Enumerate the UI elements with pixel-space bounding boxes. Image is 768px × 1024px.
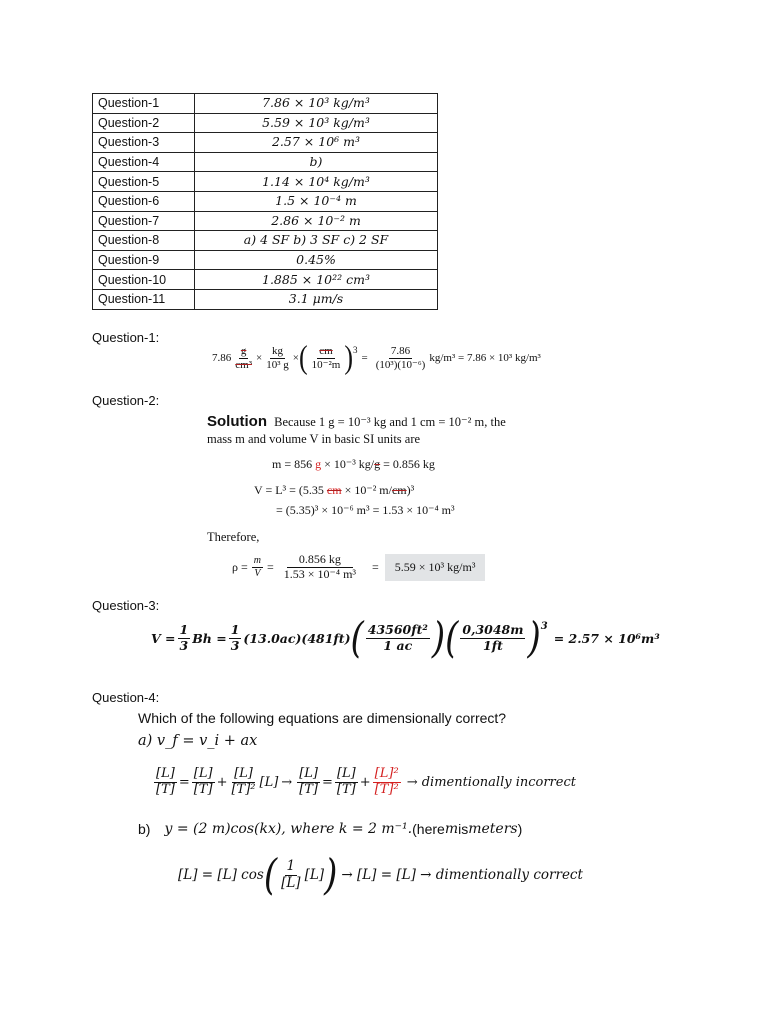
question-label: Question-7 [93, 211, 195, 231]
q2-rho: ρ = [232, 559, 248, 574]
question-label: Question-11 [93, 289, 195, 309]
q1-heading: Question-1: [92, 330, 160, 345]
q4-a-f4-num: [L] [299, 766, 318, 781]
q2-den: 1.53 × 10⁻⁴ m³ [283, 566, 356, 581]
q1-e2m: 10⁻²m [311, 358, 341, 371]
q4-a-arrow: → [281, 774, 293, 790]
q4-b-label: b) [138, 821, 151, 837]
q4-a-f6-den: [T]² [374, 781, 399, 797]
q4-a-plus1: + [216, 774, 228, 790]
q4-a-f2-num: [L] [193, 766, 213, 781]
q4-b-result: → [L] = [L] → dimentionally correct [341, 867, 583, 883]
answer-value: b) [195, 152, 438, 172]
q4-a-L: [L] [259, 774, 279, 790]
table-row [93, 133, 438, 153]
q4-a-f3-den: [T]² [231, 781, 256, 797]
q3-three: 3 [179, 637, 189, 653]
table-row [93, 152, 438, 172]
q3-f2-num: 0,3048m [462, 622, 524, 638]
q2-mass-g: g [315, 457, 322, 471]
q1-frac-kg [264, 345, 291, 371]
q3-f1-num: 43560ft² [367, 622, 428, 638]
q4-prompt: Which of the following equations are dimensionally correct? [138, 710, 507, 726]
q3-equation: V = $\frac{1}{3}$ Bh = $\frac{1}{3}$ (13.0ac)(481ft) ( $\frac{\text{43560ft²}}{1 ac}$ ) ( $\frac{0,3048m}{1ft}$ ) $^3$ = 2.57 × 10⁶m³ [151, 613, 660, 663]
q1-e3g: 10³ g [266, 358, 289, 371]
q2-mass-g2: g [374, 457, 381, 471]
q4-a-result: → dimentionally incorrect [406, 774, 576, 790]
q4-a-f6-num: [L]² [374, 766, 399, 781]
question-label: Question-4 [93, 152, 195, 172]
q1-cm: cm [319, 345, 333, 357]
q4-b-note-pre: (here [412, 821, 445, 837]
q1-g: g [240, 345, 247, 357]
answers-table [92, 93, 438, 310]
q4-b-dimension-line: [L] = [L] cos ( $\frac{1}{[L]}$ [L] ) → [L] = [L] → dimentionally correct [178, 850, 583, 900]
q2-frac-mv [252, 555, 263, 579]
table-row [93, 289, 438, 309]
table-row [93, 191, 438, 211]
q4-b-note-m: m [444, 821, 459, 837]
q4-a-dimension-line [152, 767, 576, 798]
answers-table-body [93, 94, 438, 310]
q1-frac-cm [310, 345, 343, 371]
q2-intro-line1: Because 1 g = 10⁻³ kg and 1 cm = 10⁻² m, the [274, 415, 506, 429]
q4-a-eq2: = [322, 774, 333, 790]
table-row [93, 113, 438, 133]
q4-a-f1 [154, 767, 177, 798]
q3-bh: Bh = [192, 630, 227, 646]
q3-f2-den: 1ft [483, 637, 503, 653]
q4-a-f5-num: [L] [336, 766, 356, 781]
q2-mass-mid: × 10⁻³ kg/ [321, 457, 375, 471]
q3-cube: 3 [540, 621, 548, 632]
q4-a-f6 [373, 767, 401, 798]
q1-eq: = [361, 352, 368, 365]
question-label: Question-8 [93, 231, 195, 251]
q4-a-f3-num: [L] [234, 766, 253, 781]
table-row [93, 211, 438, 231]
q4-a-f5-den: [T] [336, 781, 356, 797]
q4-a-f3 [229, 767, 257, 798]
answer-value: 5.59 × 10³ kg/m³ [195, 113, 438, 133]
q2-volume-line1 [254, 483, 414, 498]
q1-cube: 3 [353, 345, 358, 355]
q4-a-f5 [335, 767, 358, 798]
q4-a-plus2: + [359, 774, 371, 790]
q4-heading: Question-4: [92, 690, 160, 705]
q1-equation: 7.86 $\frac{g}{\text{cm³}}$ × $\frac{kg}{\text{10³ g}}$ × ( $\frac{cm}{\text{10⁻²m}}$ ) $^3$ = $\frac{7.86}{\text{(10³)(10⁻⁶)}}$ kg/m³ = 7.86 × 10³ kg/m³ [212, 339, 541, 376]
q2-therefore: Therefore, [207, 530, 260, 544]
question-label: Question-10 [93, 270, 195, 290]
q2-eq2: = [372, 559, 379, 574]
question-label: Question-2 [93, 113, 195, 133]
q1-times-2: × [292, 352, 299, 365]
q2-intro-line2: mass m and volume V in basic SI units are [207, 432, 421, 446]
table-row [93, 250, 438, 270]
q3-frac-acre [366, 623, 430, 653]
q3-result: = 2.57 × 10⁶m³ [553, 630, 660, 646]
q2-density-equation [232, 553, 485, 582]
q3-frac-third-2 [229, 623, 242, 653]
q2-mass-post: = 0.856 kg [380, 457, 435, 471]
q1-frac-num: 7.86 [390, 345, 411, 357]
q2-result-box: 5.59 × 10³ kg/m³ [385, 554, 486, 581]
table-row [93, 270, 438, 290]
question-label: Question-6 [93, 191, 195, 211]
answer-value: 2.86 × 10⁻² m [195, 211, 438, 231]
q2-mass-pre: m = 856 [272, 457, 316, 471]
q1-frac-g [233, 345, 254, 371]
q4-b-frac [279, 859, 303, 891]
table-row [93, 94, 438, 114]
q4-a-f2-den: [T] [193, 781, 213, 797]
q2-num: 0.856 kg [287, 553, 353, 568]
q2-vol1-cm2: cm [391, 483, 407, 497]
answer-value: 3.1 μm/s [195, 289, 438, 309]
answer-value: 1.5 × 10⁻⁴ m [195, 191, 438, 211]
q4-a-f1-num: [L] [156, 766, 175, 781]
q3-f1-den: 1 ac [383, 637, 413, 653]
q4-a-equation: a) v_f = v_i + ax [138, 733, 258, 749]
q2-vol1-mid: × 10⁻² m/ [341, 483, 392, 497]
q3-three2: 3 [230, 637, 240, 653]
answer-value: 1.885 × 10²² cm³ [195, 270, 438, 290]
q1-result: kg/m³ = 7.86 × 10³ kg/m³ [429, 352, 541, 365]
question-label: Question-9 [93, 250, 195, 270]
q2-vol1-post: )³ [406, 483, 415, 497]
table-row [93, 172, 438, 192]
q1-frac-den: (10³)(10⁻⁶) [375, 358, 426, 371]
q3-one: 1 [179, 622, 189, 638]
q4-b-frac-den: [L] [281, 874, 301, 891]
q4-a-f1-den: [T] [156, 781, 175, 797]
q2-solution-block [207, 413, 506, 448]
q4-b-equation: y = (2 m)cos(kx), where k = 2 m⁻¹. [164, 821, 413, 837]
q4-b-line [138, 821, 522, 837]
answer-value: 7.86 × 10³ kg/m³ [195, 94, 438, 114]
q4-a-f4 [297, 767, 320, 798]
q3-frac-foot [460, 623, 525, 653]
answer-value: 1.14 × 10⁴ kg/m³ [195, 172, 438, 192]
q3-factors: (13.0ac)(481ft) [243, 630, 351, 646]
table-row [93, 231, 438, 251]
q4-a-eq1: = [178, 774, 190, 790]
question-label: Question-1 [93, 94, 195, 114]
q1-lead: 7.86 [212, 352, 232, 365]
answer-value: a) 4 SF b) 3 SF c) 2 SF [195, 231, 438, 251]
q2-mass-line [272, 457, 435, 472]
q2-vol1-cm: cm [326, 483, 342, 497]
q3-one2: 1 [230, 622, 240, 638]
q2-frac-values [282, 553, 358, 582]
q4-b-lhs: [L] = [L] cos [178, 867, 264, 883]
q4-b-note-meters: meters [468, 821, 518, 837]
answer-value: 0.45% [195, 250, 438, 270]
q4-b-note-post: ) [517, 821, 523, 837]
question-label: Question-5 [93, 172, 195, 192]
q2-V: V [254, 567, 261, 579]
q2-eq: = [267, 559, 274, 574]
answer-value: 2.57 × 10⁶ m³ [195, 133, 438, 153]
q2-solution-label: Solution [207, 413, 267, 430]
q1-kg: kg [272, 345, 283, 357]
q3-frac-third [178, 623, 191, 653]
q4-a-f4-den: [T] [299, 781, 319, 797]
q4-b-inner: [L] [304, 867, 325, 883]
q2-heading: Question-2: [92, 393, 160, 408]
q4-b-note-mid: is [458, 821, 469, 837]
q3-heading: Question-3: [92, 598, 160, 613]
q2-vol1-pre: V = L³ = (5.35 [254, 483, 327, 497]
q2-volume-line2: = (5.35)³ × 10⁻⁶ m³ = 1.53 × 10⁻⁴ m³ [276, 503, 455, 517]
q1-cm3: cm³ [235, 358, 252, 371]
question-label: Question-3 [93, 133, 195, 153]
q4-b-frac-num: 1 [286, 857, 296, 874]
q1-times: × [256, 352, 263, 365]
q3-lhs: V = [151, 630, 176, 646]
q1-frac-result [374, 345, 428, 371]
q2-m: m [253, 555, 261, 567]
q4-a-f2 [192, 767, 215, 798]
